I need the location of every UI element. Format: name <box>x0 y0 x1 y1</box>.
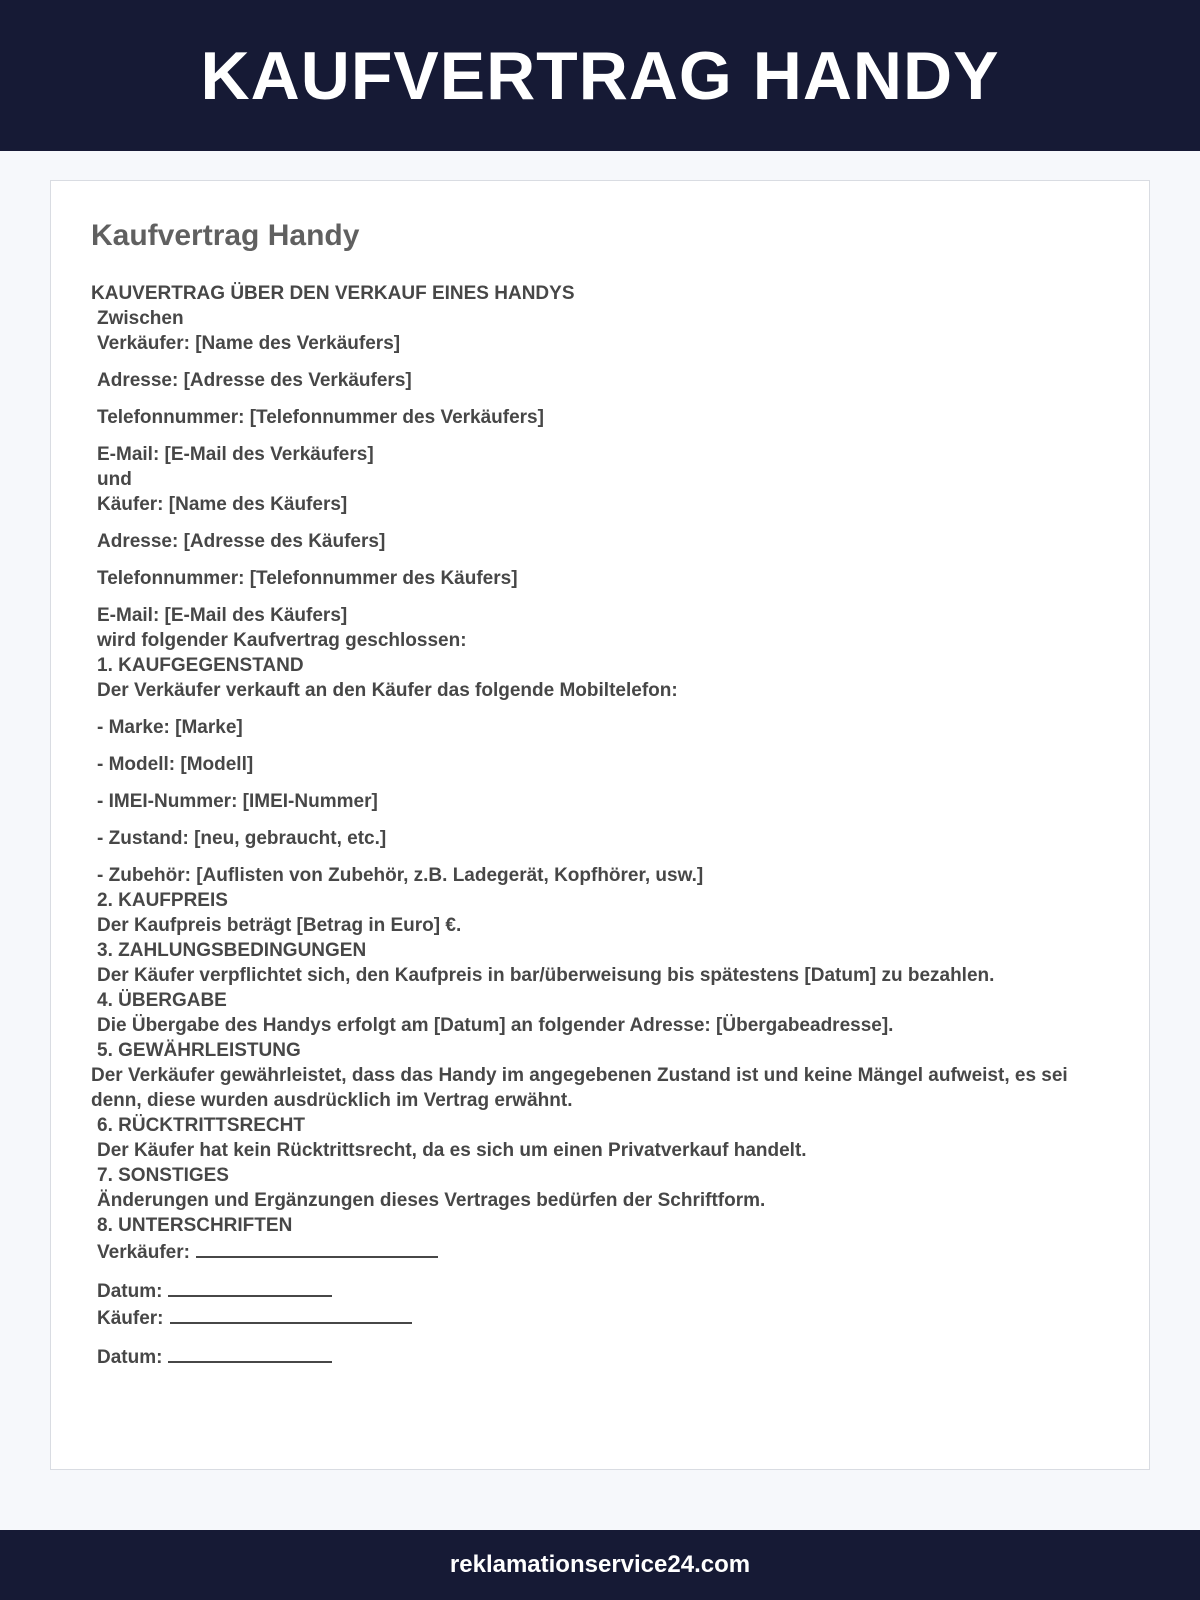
item-condition: - Zustand: [neu, gebraucht, etc.] <box>97 828 387 849</box>
seller-date-line <box>168 1277 332 1297</box>
buyer-name: Käufer: [Name des Käufers] <box>97 494 348 515</box>
section-5-title: 5. GEWÄHRLEISTUNG <box>97 1040 301 1061</box>
document-title: Kaufvertrag Handy <box>91 219 360 252</box>
item-model: - Modell: [Modell] <box>97 754 254 775</box>
and-text: und <box>97 469 132 490</box>
item-brand: - Marke: [Marke] <box>97 717 243 738</box>
between-text: Zwischen <box>97 308 184 329</box>
seller-date-row <box>91 1277 1101 1304</box>
seller-date-label: Datum: <box>97 1281 163 1302</box>
page-footer <box>0 1530 1200 1600</box>
item-accessories: - Zubehör: [Auflisten von Zubehör, z.B. Ladegerät, Kopfhörer, usw.] <box>97 865 704 886</box>
buyer-signature-row <box>91 1304 1101 1331</box>
section-8-title: 8. UNTERSCHRIFTEN <box>97 1215 293 1236</box>
seller-signature-line <box>196 1238 438 1258</box>
section-1-title: 1. KAUFGEGENSTAND <box>97 655 304 676</box>
seller-phone: Telefonnummer: [Telefonnummer des Verkäufers] <box>97 407 544 428</box>
header-title: KAUFVERTRAG HANDY <box>200 37 1000 114</box>
contract-body <box>91 281 1101 1370</box>
footer-site: reklamationservice24.com <box>449 1551 751 1578</box>
buyer-signature-label: Käufer: <box>97 1308 164 1329</box>
contract-heading: KAUVERTRAG ÜBER DEN VERKAUF EINES HANDYS <box>91 283 575 304</box>
seller-signature-label: Verkäufer: <box>97 1242 190 1263</box>
buyer-phone: Telefonnummer: [Telefonnummer des Käufers] <box>97 568 518 589</box>
section-4-text: Die Übergabe des Handys erfolgt am [Datum] an folgender Adresse: [Übergabeadresse]. <box>97 1015 894 1036</box>
section-1-text: Der Verkäufer verkauft an den Käufer das folgende Mobiltelefon: <box>97 680 678 701</box>
document-card <box>50 180 1150 1470</box>
section-7-title: 7. SONSTIGES <box>97 1165 229 1186</box>
buyer-signature-line <box>170 1304 412 1324</box>
seller-email: E-Mail: [E-Mail des Verkäufers] <box>97 444 374 465</box>
item-imei: - IMEI-Nummer: [IMEI-Nummer] <box>97 791 378 812</box>
section-5-text: Der Verkäufer gewährleistet, dass das Handy im angegebenen Zustand ist und keine Mängel aufweist, es sei denn, diese wurden ausdrücklich im Vertrag erwähnt. <box>91 1065 1068 1111</box>
buyer-date-line <box>168 1343 332 1363</box>
buyer-date-label: Datum: <box>97 1347 163 1368</box>
section-6-title: 6. RÜCKTRITTSRECHT <box>97 1115 305 1136</box>
page-header <box>0 0 1200 151</box>
seller-address: Adresse: [Adresse des Verkäufers] <box>97 370 412 391</box>
buyer-email: E-Mail: [E-Mail des Käufers] <box>97 605 348 626</box>
seller-name: Verkäufer: [Name des Verkäufers] <box>97 333 401 354</box>
buyer-date-row <box>91 1343 1101 1370</box>
concluded-text: wird folgender Kaufvertrag geschlossen: <box>97 630 467 651</box>
section-2-title: 2. KAUFPREIS <box>97 890 228 911</box>
section-3-title: 3. ZAHLUNGSBEDINGUNGEN <box>97 940 367 961</box>
section-2-text: Der Kaufpreis beträgt [Betrag in Euro] €. <box>97 915 462 936</box>
seller-signature-row <box>91 1238 1101 1265</box>
section-7-text: Änderungen und Ergänzungen dieses Vertrages bedürfen der Schriftform. <box>97 1190 766 1211</box>
section-3-text: Der Käufer verpflichtet sich, den Kaufpreis in bar/überweisung bis spätestens [Datum] zu bezahlen. <box>97 965 995 986</box>
buyer-address: Adresse: [Adresse des Käufers] <box>97 531 386 552</box>
section-6-text: Der Käufer hat kein Rücktrittsrecht, da es sich um einen Privatverkauf handelt. <box>97 1140 807 1161</box>
section-4-title: 4. ÜBERGABE <box>97 990 227 1011</box>
